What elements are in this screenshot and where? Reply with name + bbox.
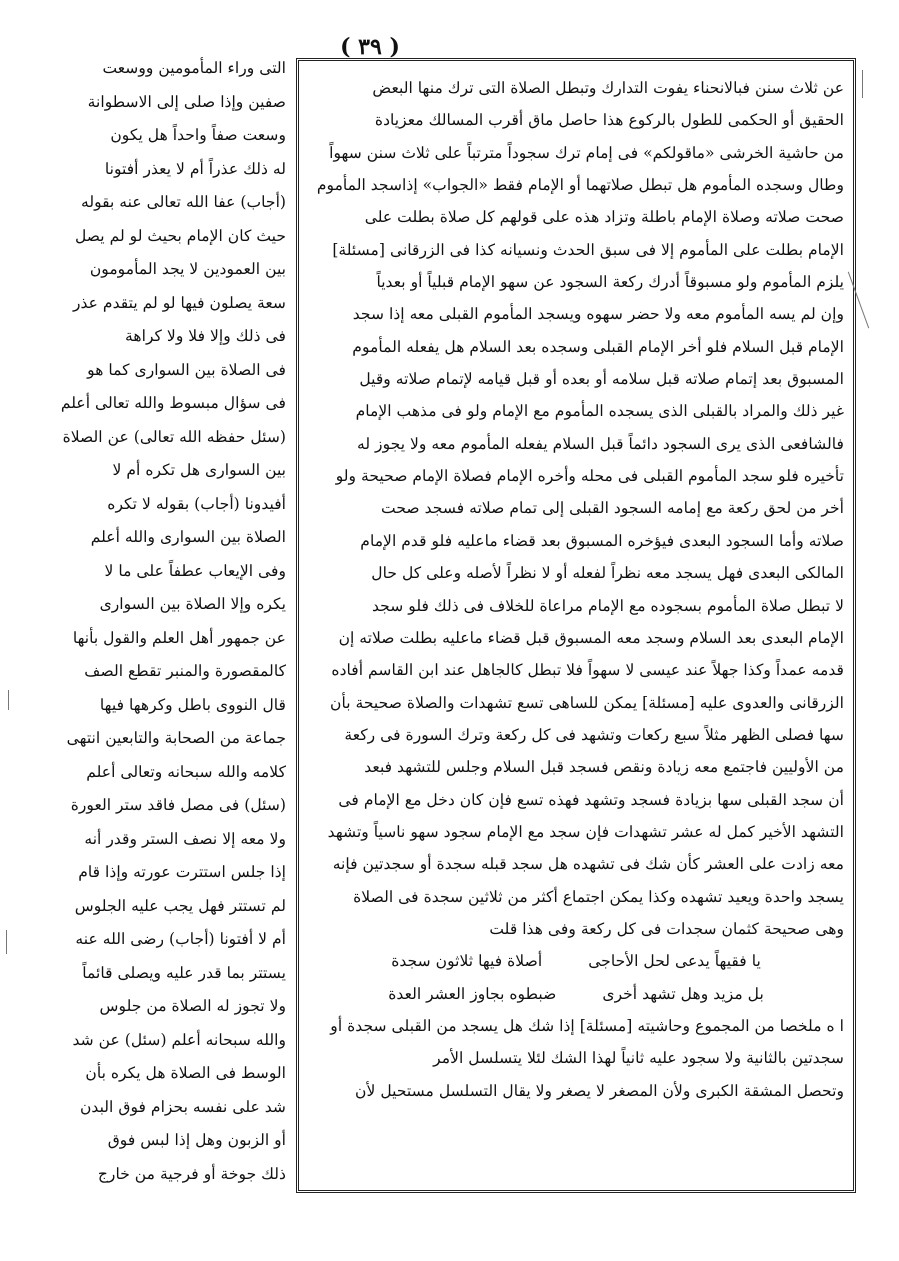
main-text-line: الإمام بطلت على المأموم إلا فى سبق الحدث ونسيانه كذا فى الزرقانى [مسئلة] xyxy=(332,240,844,259)
verse-hemistich: يا فقيهاً يدعى لحل الأحاجى xyxy=(588,952,761,971)
main-text-line: الإمام قبل السلام فلو أخر الإمام القبلى وسجده بعد السلام هل يفعله المأموم xyxy=(352,337,844,356)
main-text-line: سجدتين بالثانية ولا سجود عليه ثانياً لهذا الشك لئلا يتسلسل الأمر xyxy=(433,1049,844,1068)
margin-text-line: (سئل حفظه الله تعالى) عن الصلاة xyxy=(62,427,286,446)
main-text-line: غير ذلك والمراد بالقبلى الذى يسجده المأموم مع الإمام ولو فى مذهب الإمام xyxy=(355,402,844,421)
margin-text-line: فى سؤال مبسوط والله تعالى أعلم xyxy=(60,394,286,412)
margin-text-line: أفيدونا (أجاب) بقوله لا تكره xyxy=(107,494,286,513)
margin-text-line: (أجاب) عفا الله تعالى عنه بقوله xyxy=(80,193,286,211)
main-text-line: وتحصل المشقة الكبرى ولأن المصغر لا يصغر ولا يقال التسلسل مستحيل لأن xyxy=(355,1081,844,1100)
main-text-line: لا تبطل صلاة المأموم بسجوده مع الإمام مراعاة للخلاف فى ذلك فلو سجد xyxy=(371,596,844,615)
main-text-line: المالكى البعدى فهل يسجد معه نظراً لفعله أو لا نظراً لأصله وعلى كل حال xyxy=(371,564,844,583)
verse-hemistich: أصلاة فيها ثلاثون سجدة xyxy=(391,952,543,971)
verse-hemistich: ضبطوه بجاوز العشر العدة xyxy=(388,984,557,1003)
margin-text-line: حيث كان الإمام بحيث لو لم يصل xyxy=(74,226,286,245)
margin-text-line: التى وراء المأمومين ووسعت xyxy=(102,59,286,77)
margin-text-line: (سئل) فى مصل فاقد ستر العورة xyxy=(70,796,286,814)
verse-hemistich: بل مزيد وهل تشهد أخرى xyxy=(602,984,764,1003)
margin-text-line: قال النووى باطل وكرهها فيها xyxy=(99,695,286,714)
main-text-line: الزرقانى والعدوى عليه [مسئلة] يمكن للساهى تسع تشهدات والصلاة صحيحة بأن xyxy=(330,693,844,712)
margin-text-line: كالمقصورة والمنبر تقطع الصف xyxy=(84,662,286,680)
main-text-line: وإن لم يسه المأموم معه ولا حضر سهوه ويسجد المأموم القبلى معه إذا سجد xyxy=(352,305,844,324)
margin-text-line: شد على نفسه بحزام فوق البدن xyxy=(79,1097,286,1116)
edge-mark xyxy=(8,690,9,710)
margin-text-line: لم تستتر فهل يجب عليه الجلوس xyxy=(74,896,286,915)
main-text-line: من حاشية الخرشى «ماقولكم» فى إمام ترك سجوداً مترتباً على ثلاث سنن سهواً xyxy=(329,143,844,162)
main-text-line: المسبوق بعد إتمام صلاته قبل سلامه أو بعده أو قبل قيامه لإتمام صلاته وقيل xyxy=(359,370,844,389)
margin-text-line: ذلك جوخة أو فرجية من خارج xyxy=(97,1164,286,1183)
main-text-line: أن سجد القبلى سها بزيادة فسجد وتشهد فهذه تسع فإن كان دخل مع الإمام فى xyxy=(338,790,844,809)
margin-text-line: له ذلك عذراً أم لا يعذر أفتونا xyxy=(104,159,286,178)
main-text-line: الإمام البعدى بعد السلام وسجد معه المسبوق قبل قضاء ماعليه بطلت صلاته إن xyxy=(338,628,844,647)
main-text-line: ا ه ملخصا من المجموع وحاشيته [مسئلة] إذا شك هل يسجد من القبلى سجدة أو xyxy=(330,1016,844,1035)
main-text-line: فالشافعى الذى يرى السجود دائماً قبل السلام يفعله المأموم معه ولا يجوز له xyxy=(356,434,844,453)
main-text-line: قدمه عمداً وكذا جهلاً عند عيسى لا سهواً فلا تبطل كالجاهل عند ابن القاسم أفاده xyxy=(331,661,844,680)
margin-text-line: فى ذلك وإلا فلا ولا كراهة xyxy=(125,327,286,345)
margin-text-line: عن جمهور أهل العلم والقول بأنها xyxy=(72,628,286,647)
main-text-block xyxy=(308,72,844,1182)
page-number: ( ٣٩ ) xyxy=(340,34,400,60)
margin-text-line: وسعت صفاً واحداً هل يكون xyxy=(110,126,286,144)
main-text-line: صحت صلاته وصلاة الإمام باطلة وتزاد هذه على قولهم كل صلاة بطلت على xyxy=(364,208,844,227)
margin-text-line: بين العمودين لا يجد المأمومون xyxy=(89,260,286,278)
margin-text-line: الصلاة بين السوارى والله أعلم xyxy=(90,528,286,546)
main-text-line: صلاته وأما السجود البعدى فيؤخره المسبوق بعد قضاء ماعليه فلو قدم الإمام xyxy=(360,531,844,550)
margin-text-line: يكره وإلا الصلاة بين السوارى xyxy=(99,595,286,613)
edge-mark xyxy=(862,70,863,98)
main-text-line: معه زادت على العشر كأن شك فى تشهده هل سجد قبله سجدة أو سجدتين فإنه xyxy=(332,855,844,874)
margin-text-line: بين السوارى هل تكره أم لا xyxy=(112,461,286,479)
main-text-line: أخر من لحق ركعة مع إمامه السجود القبلى إلى تمام صلاته فسجد صحت xyxy=(381,499,844,518)
verse-line xyxy=(308,945,844,977)
main-text-line: عن ثلاث سنن فبالانحناء يفوت التدارك وتبطل الصلاة التى ترك منها البعض xyxy=(372,79,844,97)
main-text-line: يسجد واحدة ويعيد تشهده وكذا يمكن اجتماع أكثر من ثلاثين سجدة فى الصلاة xyxy=(353,887,844,906)
margin-text-line: جماعة من الصحابة والتابعين انتهى xyxy=(66,729,286,747)
margin-text-line: أو الزبون وهل إذا لبس فوق xyxy=(107,1131,286,1149)
margin-text-line: الوسط فى الصلاة هل يكره بأن xyxy=(85,1064,286,1082)
main-text-line: سها فصلى الظهر مثلاً سبع ركعات وتشهد فى كل ركعة وترك السورة فى ركعة xyxy=(344,725,844,744)
main-text-line: التشهد الأخير كمل له عشر تشهدات فإن سجد مع الإمام سجود سهو ناسياً وتشهد xyxy=(327,822,844,841)
main-text-line: يلزم المأموم ولو مسبوقاً أدرك ركعة السجود عن سهو الإمام قبلياً أو بعدياً xyxy=(376,273,844,292)
main-text-line: تأخيره فلو سجد المأموم القبلى فى محله وأخره الإمام فصلاة الإمام صحيحة ولو xyxy=(335,467,844,486)
verse-line xyxy=(308,978,844,1010)
edge-mark xyxy=(6,930,7,954)
margin-text-line: كلامه والله سبحانه وتعالى أعلم xyxy=(86,762,286,781)
margin-text-line: والله سبحانه أعلم (سئل) عن شد xyxy=(72,1030,286,1049)
margin-commentary-block xyxy=(14,52,286,1232)
margin-text-line: إذا جلس استترت عورته وإذا قام xyxy=(78,863,286,881)
margin-text-line: ولا تجوز له الصلاة من جلوس xyxy=(99,997,286,1015)
margin-text-line: أم لا أفتونا (أجاب) رضى الله عنه xyxy=(75,930,286,948)
main-text-line: وطال وسجده المأموم هل تبطل صلاتهما أو الإمام فقط «الجواب» إذاسجد المأموم xyxy=(316,176,844,195)
margin-text-line: فى الصلاة بين السوارى كما هو xyxy=(87,360,286,379)
margin-text-line: صفين وإذا صلى إلى الاسطوانة xyxy=(87,92,286,111)
main-text-line: من الأوليين فاجتمع معه زيادة ونقص فسجد قبل السلام وجلس للتشهد فبعد xyxy=(364,758,844,777)
main-text-line: وهى صحيحة كثمان سجدات فى كل ركعة وفى هذا قلت xyxy=(489,919,844,938)
margin-text-line: وفى الإيعاب عطفاً على ما لا xyxy=(104,561,286,580)
main-text-line: الحقيق أو الحكمى للطول بالركوع هذا حاصل ماق أقرب المسالك معزيادة xyxy=(374,111,844,130)
margin-text-line: ولا معه إلا نصف الستر وقدر أنه xyxy=(84,829,286,848)
margin-text-line: يستتر بما قدر عليه ويصلى قائماً xyxy=(82,963,286,982)
margin-text-line: سعة يصلون فيها لو لم يتقدم عذر xyxy=(72,293,286,312)
